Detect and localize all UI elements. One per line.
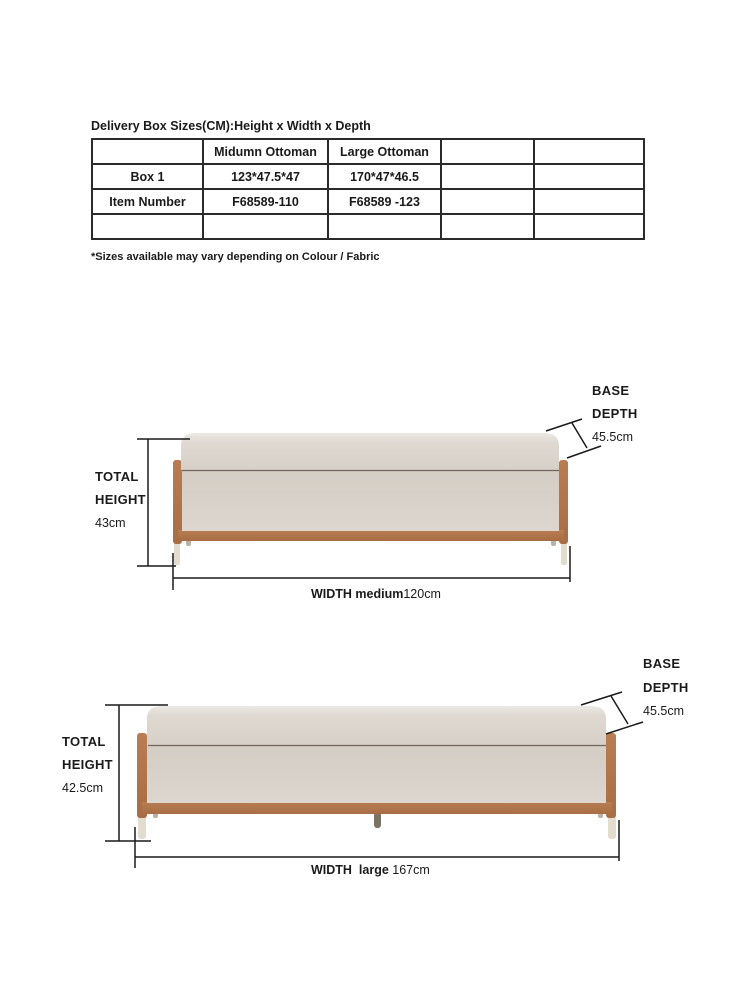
medium-height-value: 43cm	[95, 516, 126, 530]
medium-height-label: HEIGHT	[95, 492, 146, 507]
medium-depth-label: DEPTH	[592, 406, 638, 421]
medium-width-caption	[311, 587, 441, 601]
table-row-label: Box 1	[92, 164, 203, 189]
large-width-value: 167cm	[392, 863, 430, 877]
medium-ottoman-illustration	[173, 433, 568, 565]
table-cell: 170*47*46.5	[328, 164, 441, 189]
table-note: *Sizes available may vary depending on Colour / Fabric	[91, 251, 380, 263]
medium-base-label: BASE	[592, 383, 630, 398]
table-cell: F68589 -123	[328, 189, 441, 214]
medium-width-dimension-line	[173, 546, 570, 590]
large-ottoman-illustration	[137, 706, 616, 839]
medium-total-label: TOTAL	[95, 469, 139, 484]
medium-width-label: WIDTH medium	[311, 587, 404, 601]
large-width-label: WIDTH large	[311, 863, 389, 877]
large-height-value: 42.5cm	[62, 781, 103, 795]
table-cell: 123*47.5*47	[203, 164, 328, 189]
table-header-large: Large Ottoman	[328, 139, 441, 164]
table-header-medium: Midumn Ottoman	[203, 139, 328, 164]
medium-depth-value: 45.5cm	[592, 430, 633, 444]
medium-width-value: 120cm	[403, 587, 441, 601]
large-width-caption	[311, 863, 430, 877]
table-cell: F68589-110	[203, 189, 328, 214]
table-row-label: Item Number	[92, 189, 203, 214]
large-height-label: HEIGHT	[62, 757, 113, 772]
table-caption: Delivery Box Sizes(CM):Height x Width x Depth	[91, 119, 371, 133]
large-total-label: TOTAL	[62, 734, 106, 749]
large-depth-value: 45.5cm	[643, 704, 684, 718]
large-depth-label: DEPTH	[643, 680, 689, 695]
large-base-label: BASE	[643, 656, 681, 671]
